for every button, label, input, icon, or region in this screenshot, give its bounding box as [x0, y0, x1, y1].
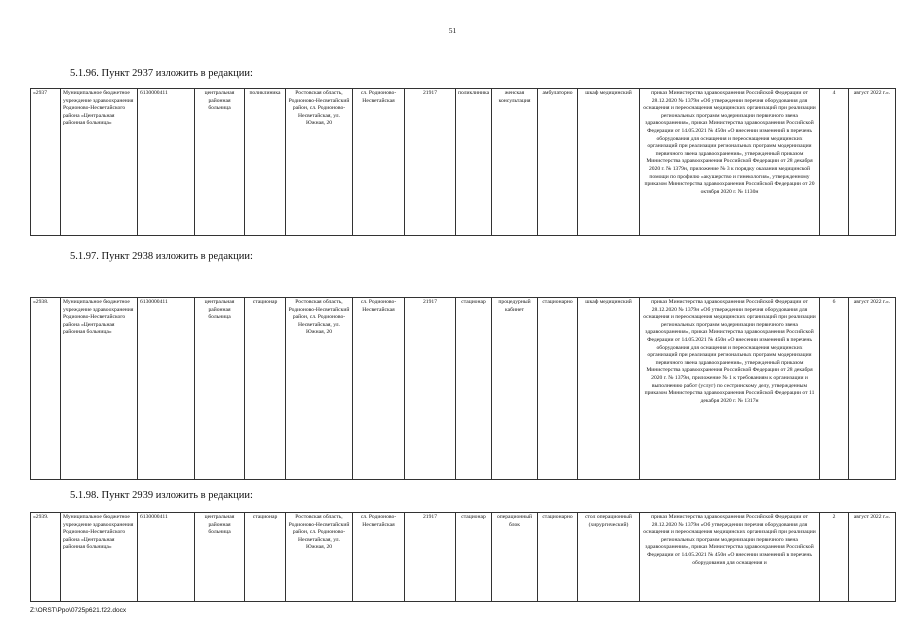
cell-hospital-type: центральная районная больница [195, 89, 245, 236]
cell-code: 6130000411 [138, 513, 195, 602]
cell-room: процедурный кабинет [492, 298, 538, 480]
cell-address: Ростовская область, Родионово-Несветайский район, сл. Родионово-Несветайская, ул. Южная, 20 [286, 89, 353, 236]
cell-quantity: 4 [820, 89, 849, 236]
cell-code: 6130000411 [138, 298, 195, 480]
section-heading: 5.1.98. Пункт 2939 изложить в редакции: [70, 490, 253, 501]
cell-date: август 2022 г.». [849, 513, 896, 602]
cell-number: «2938. [31, 298, 61, 480]
section-heading: 5.1.97. Пункт 2938 изложить в редакции: [70, 251, 253, 262]
cell-organization: Муниципальное бюджетное учреждение здравоохранения Родионово-Несветайского района «Центральная районная больница» [61, 513, 138, 602]
cell-hospital-type: центральная районная больница [195, 513, 245, 602]
cell-address: Ростовская область, Родионово-Несветайский район, сл. Родионово-Несветайская, ул. Южная, 20 [286, 298, 353, 480]
cell-mode: амбулаторно [538, 89, 578, 236]
cell-quantity: 6 [820, 298, 849, 480]
cell-equipment: стол операционный (хирургический) [578, 513, 640, 602]
cell-address: Ростовская область, Родионово-Несветайский район, сл. Родионово-Несветайская, ул. Южная, 20 [286, 513, 353, 602]
cell-order: приказ Министерства здравоохранения Российской Федерации от 28.12.2020 № 1379н «Об утверждении перечня оборудования для оснащения и переоснащения медицинских организаций при реализации региональных программ модернизации первичного звена здравоохранения», приказ Министерства здравоохранения Российской Федерации от 14.05.2021 № 450н «О внесении изменений в перечень оборудования для оснащения и [640, 513, 820, 602]
cell-unit: поликлиника [245, 89, 286, 236]
cell-department: поликлиника [456, 89, 492, 236]
cell-quantity: 2 [820, 513, 849, 602]
section-heading: 5.1.96. Пункт 2937 изложить в редакции: [70, 68, 253, 79]
cell-department: стационар [456, 298, 492, 480]
cell-zip: 21917 [405, 298, 456, 480]
cell-equipment: шкаф медицинский [578, 298, 640, 480]
cell-settlement: сл. Родионово-Несветайская [353, 298, 405, 480]
cell-settlement: сл. Родионово-Несветайская [353, 89, 405, 236]
cell-date: август 2022 г.». [849, 89, 896, 236]
cell-organization: Муниципальное бюджетное учреждение здравоохранения Родионово-Несветайского района «Центральная районная больница» [61, 298, 138, 480]
cell-number: «2939. [31, 513, 61, 602]
cell-hospital-type: центральная районная больница [195, 298, 245, 480]
table-row [30, 512, 896, 602]
cell-zip: 21917 [405, 89, 456, 236]
cell-mode: стационарно [538, 298, 578, 480]
cell-equipment: шкаф медицинский [578, 89, 640, 236]
cell-room: женская консультация [492, 89, 538, 236]
page-number: 51 [448, 26, 457, 35]
table-row [30, 297, 896, 480]
cell-order: приказ Министерства здравоохранения Российской Федерации от 28.12.2020 № 1379н «Об утверждении перечня оборудования для оснащения и переоснащения медицинских организаций при реализации региональных программ модернизации первичного звена здравоохранения», приказ Министерства здравоохранения Российской Федерации от 14.05.2021 № 450н «О внесении изменений в перечень оборудования для оснащения и переоснащения медицинских организаций при реализации региональных программ модернизации первичного звена здравоохранения», утвержденный приказом Министерства здравоохранения Российской Федерации от 28 декабря 2020 г. № 1379н, приложение № 3 к порядку оказания медицинской помощи по профилю «акушерство и гинекология», утвержденному приказом Министерства здравоохранения Российской Федерации от 20 октября 2020 г. № 1130н [640, 89, 820, 236]
cell-department: стационар [456, 513, 492, 602]
cell-mode: стационарно [538, 513, 578, 602]
file-path-footer: Z:\ORST\Ppo\0725p621.f22.docx [30, 607, 127, 614]
cell-room: операционный блок [492, 513, 538, 602]
cell-zip: 21917 [405, 513, 456, 602]
cell-number: «2937 [31, 89, 61, 236]
cell-settlement: сл. Родионово-Несветайская [353, 513, 405, 602]
cell-unit: стационар [245, 298, 286, 480]
cell-date: август 2022 г.». [849, 298, 896, 480]
table-row [30, 88, 896, 236]
cell-organization: Муниципальное бюджетное учреждение здравоохранения Родионово-Несветайского района «Центральная районная больница» [61, 89, 138, 236]
cell-code: 6130000411 [138, 89, 195, 236]
cell-unit: стационар [245, 513, 286, 602]
cell-order: приказ Министерства здравоохранения Российской Федерации от 28.12.2020 № 1379н «Об утверждении перечня оборудования для оснащения и переоснащения медицинских организаций при реализации региональных программ модернизации первичного звена здравоохранения», приказ Министерства здравоохранения Российской Федерации от 14.05.2021 № 450н «О внесении изменений в перечень оборудования для оснащения и переоснащения медицинских организаций при реализации региональных программ модернизации первичного звена здравоохранения», утвержденный приказом Министерства здравоохранения Российской Федерации от 28 декабря 2020 г. № 1379н, приложение № 1 к требованиям к организации и выполнению работ (услуг) по сестринскому делу, утвержденным приказом Министерства здравоохранения Российской Федерации от 11 декабря 2020 г. № 1317н [640, 298, 820, 480]
